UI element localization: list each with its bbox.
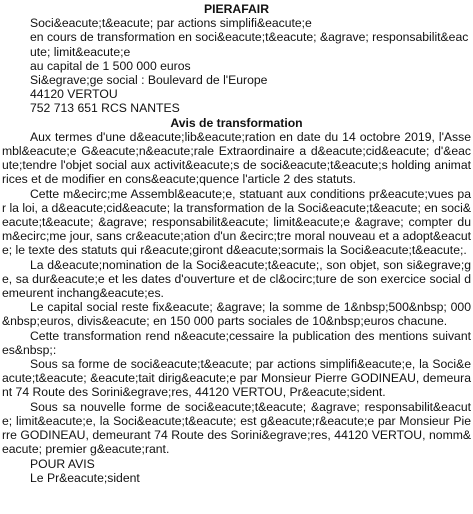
signature: Le Pr&eacute;sident: [30, 470, 140, 485]
header-line-transformation: en cours de transformation en soci&eacute;t&eacute; &agrave; responsabilit&eacute; limit&eacute;e: [30, 30, 469, 59]
paragraph-transformation: Cette m&ecirc;me Assembl&eacute;e, statuant aux conditions pr&eacute;vues par la loi, a d&eacute;cid&eacute; la transformation de la Soci&eacute;t&eacute; en soci&eacute;t&eacute; &agrave; responsabilit&eacute; limit&eacute;e &agrave; compter du m&ecirc;me jour, sans cr&eacute;ation d'un &ecirc;tre moral nouveau et a adopt&eacute; le texte des statuts qui r&eacute;giront d&eacute;sormais la Soci&eacute;t&eacute;.: [2, 186, 471, 258]
paragraph-capital: Le capital social reste fix&eacute; &agrave; la somme de 1&nbsp;500&nbsp; 000&nbsp;euros, divis&eacute; en 150 000 parts sociales de 10&nbsp;euros chacune.: [2, 300, 471, 329]
header-line-rcs: 752 713 651 RCS NANTES: [30, 101, 180, 116]
paragraph-publication: Cette transformation rend n&eacute;cessaire la publication des mentions suivantes&nbsp;:: [2, 328, 471, 357]
section-title: Avis de transformation: [170, 115, 303, 130]
header-line-postcode-city: 44120 VERTOU: [30, 87, 118, 102]
header-line-capital: au capital de 1 500 000 euros: [30, 58, 191, 73]
paragraph-deliberation: Aux termes d'une d&eacute;lib&eacute;ration en date du 14 octobre 2019, l'Assembl&eacute;e G&eacute;n&eacute;rale Extraordinaire a d&eacute;cid&eacute; d'&eacute;tendre l'objet social aux activit&eacute;s de soci&eacute;t&eacute;s holding animatrices et de modifier en cons&eacute;quence l'article 2 des statuts.: [2, 129, 471, 187]
header-line-legal-form: Soci&eacute;t&eacute; par actions simplifi&eacute;e: [30, 16, 312, 31]
header-line-registered-office: Si&egrave;ge social : Boulevard de l'Europe: [30, 73, 268, 88]
paragraph-unchanged: La d&eacute;nomination de la Soci&eacute;t&eacute;, son objet, son si&egrave;ge, sa dur&eacute;e et les dates d'ouverture et de cl&ocirc;ture de son exercice social demeurent inchang&eacute;es.: [2, 257, 471, 301]
company-name: PIERAFAIR: [203, 2, 269, 16]
paragraph-new-management: Sous sa nouvelle forme de soci&eacute;t&eacute; &agrave; responsabilit&eacute; limit&eacute;e, la Soci&eacute;t&eacute; est g&eacute;r&eacute;e par Monsieur Pierre GODINEAU, demeurant 74 Route des Sorini&egrave;res, 44120 VERTOU, nomm&eacute; premier g&eacute;rant.: [2, 399, 471, 457]
closing-pour-avis: POUR AVIS: [30, 456, 95, 471]
paragraph-former-management: Sous sa forme de soci&eacute;t&eacute; par actions simplifi&eacute;e, la Soci&eacute;t&eacute; &eacute;tait dirig&eacute;e par Monsieur Pierre GODINEAU, demeurant 74 Route des Sorini&egrave;res, 44120 VERTOU, Pr&eacute;sident.: [2, 357, 471, 400]
